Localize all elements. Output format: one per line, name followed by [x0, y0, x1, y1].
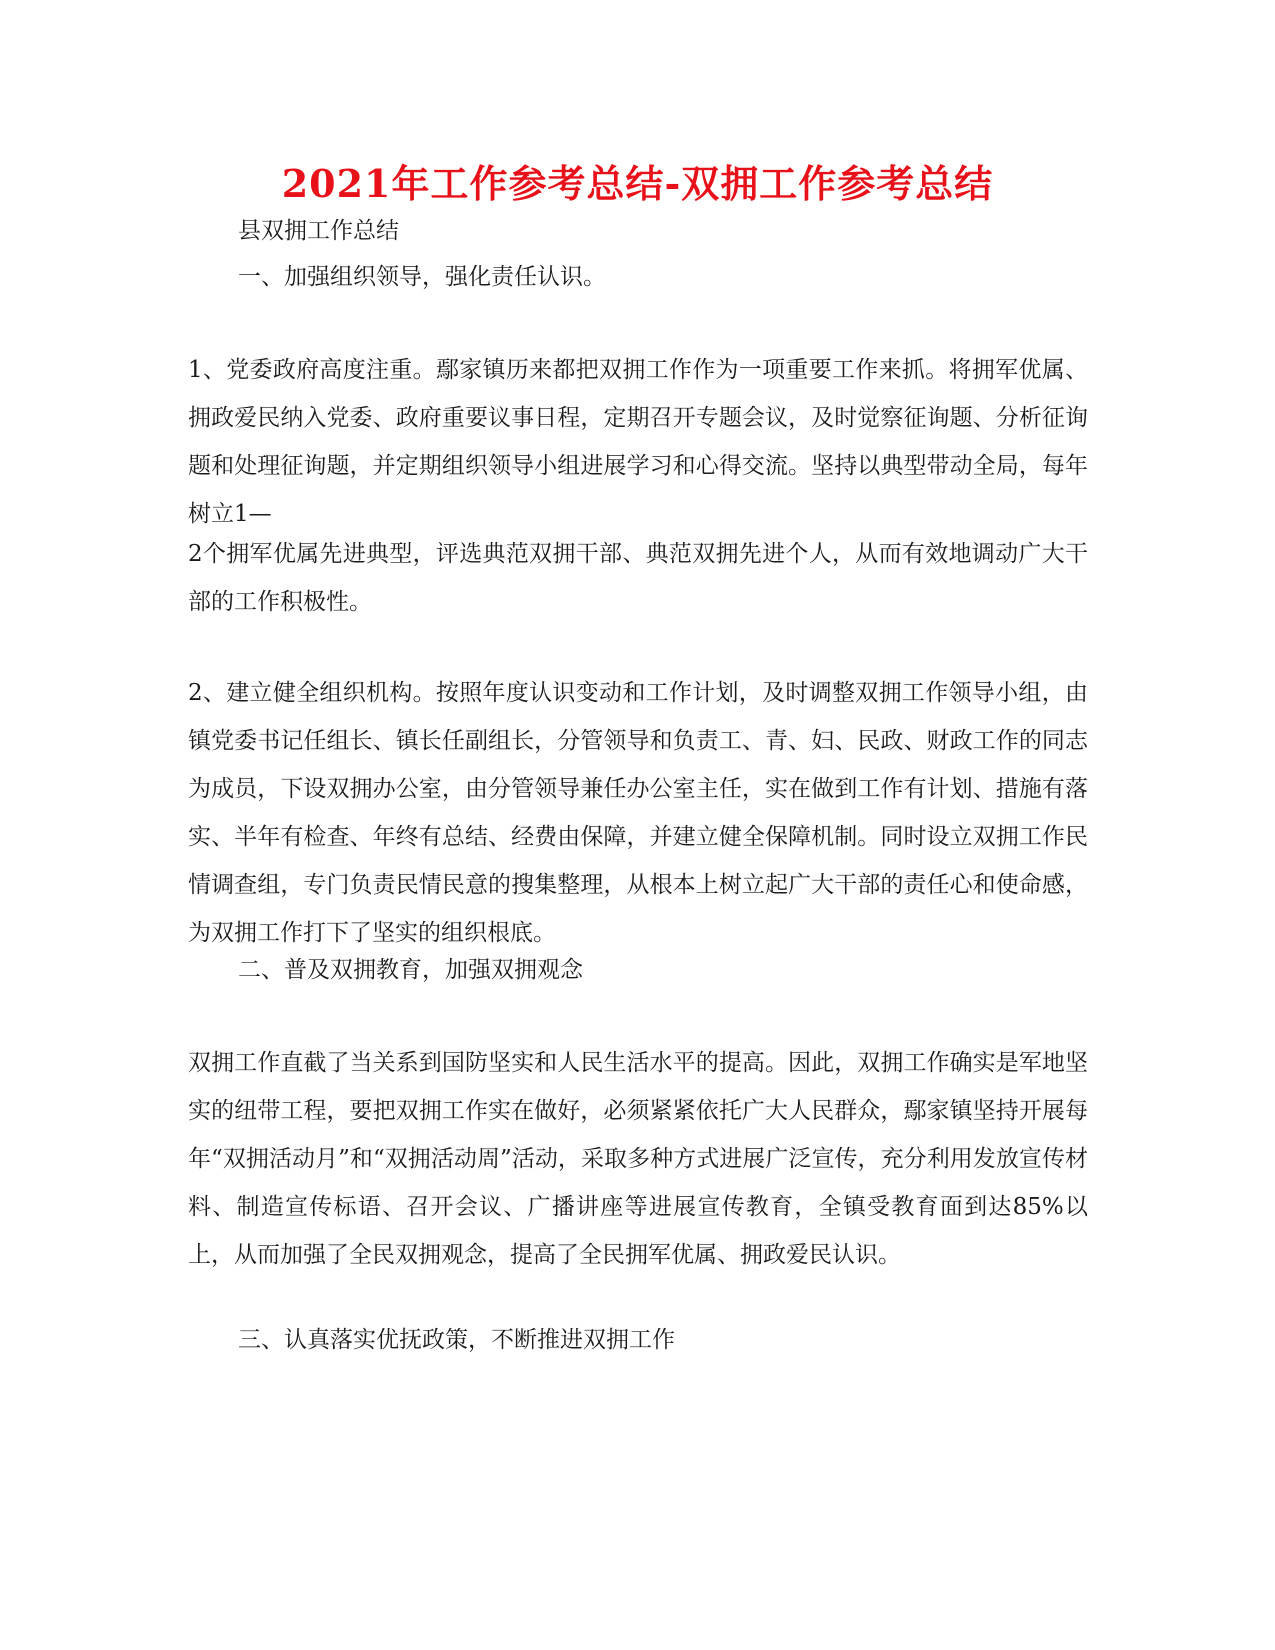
section1-heading: 一、加强组织领导，强化责任认识。 [238, 264, 606, 290]
section2-heading: 二、普及双拥教育，加强双拥观念 [238, 957, 583, 983]
section3-heading: 三、认真落实优抚政策，不断推进双拥工作 [238, 1327, 675, 1353]
document-subtitle: 县双拥工作总结 [238, 218, 399, 244]
paragraph-3: 双拥工作直截了当关系到国防坚实和人民生活水平的提高。因此，双拥工作确实是军地坚实的纽带工程，要把双拥工作实在做好，必须紧紧依托广大人民群众，鄢家镇坚持开展每年“双拥活动月”和“双拥活动周”活动，采取多种方式进展广泛宣传，充分利用发放宣传材料、制造宣传标语、召开会议、广播讲座等进展宣传教育，全镇受教育面到达85%以上，从而加强了全民双拥观念，提高了全民拥军优属、拥政爱民认识。 [188, 1050, 1088, 1268]
paragraph-1-part1: 1、党委政府高度注重。鄢家镇历来都把双拥工作作为一项重要工作来抓。将拥军优属、拥政爱民纳入党委、政府重要议事日程，定期召开专题会议，及时觉察征询题、分析征询题和处理征询题，并定期组织领导小组进展学习和心得交流。坚持以典型带动全局，每年树立1— [188, 357, 1088, 527]
paragraph-2: 2、建立健全组织机构。按照年度认识变动和工作计划，及时调整双拥工作领导小组，由镇党委书记任组长、镇长任副组长，分管领导和负责工、青、妇、民政、财政工作的同志为成员，下设双拥办公室，由分管领导兼任办公室主任，实在做到工作有计划、措施有落实、半年有检查、年终有总结、经费由保障，并建立健全保障机制。同时设立双拥工作民情调查组，专门负责民情民意的搜集整理，从根本上树立起广大干部的责任心和使命感，为双拥工作打下了坚实的组织根底。 [188, 680, 1088, 946]
document-title: 2021年工作参考总结-双拥工作参考总结 [281, 161, 994, 206]
paragraph-1-part2: 2个拥军优属先进典型，评选典范双拥干部、典范双拥先进个人，从而有效地调动广大干部的工作积极性。 [188, 541, 1088, 615]
